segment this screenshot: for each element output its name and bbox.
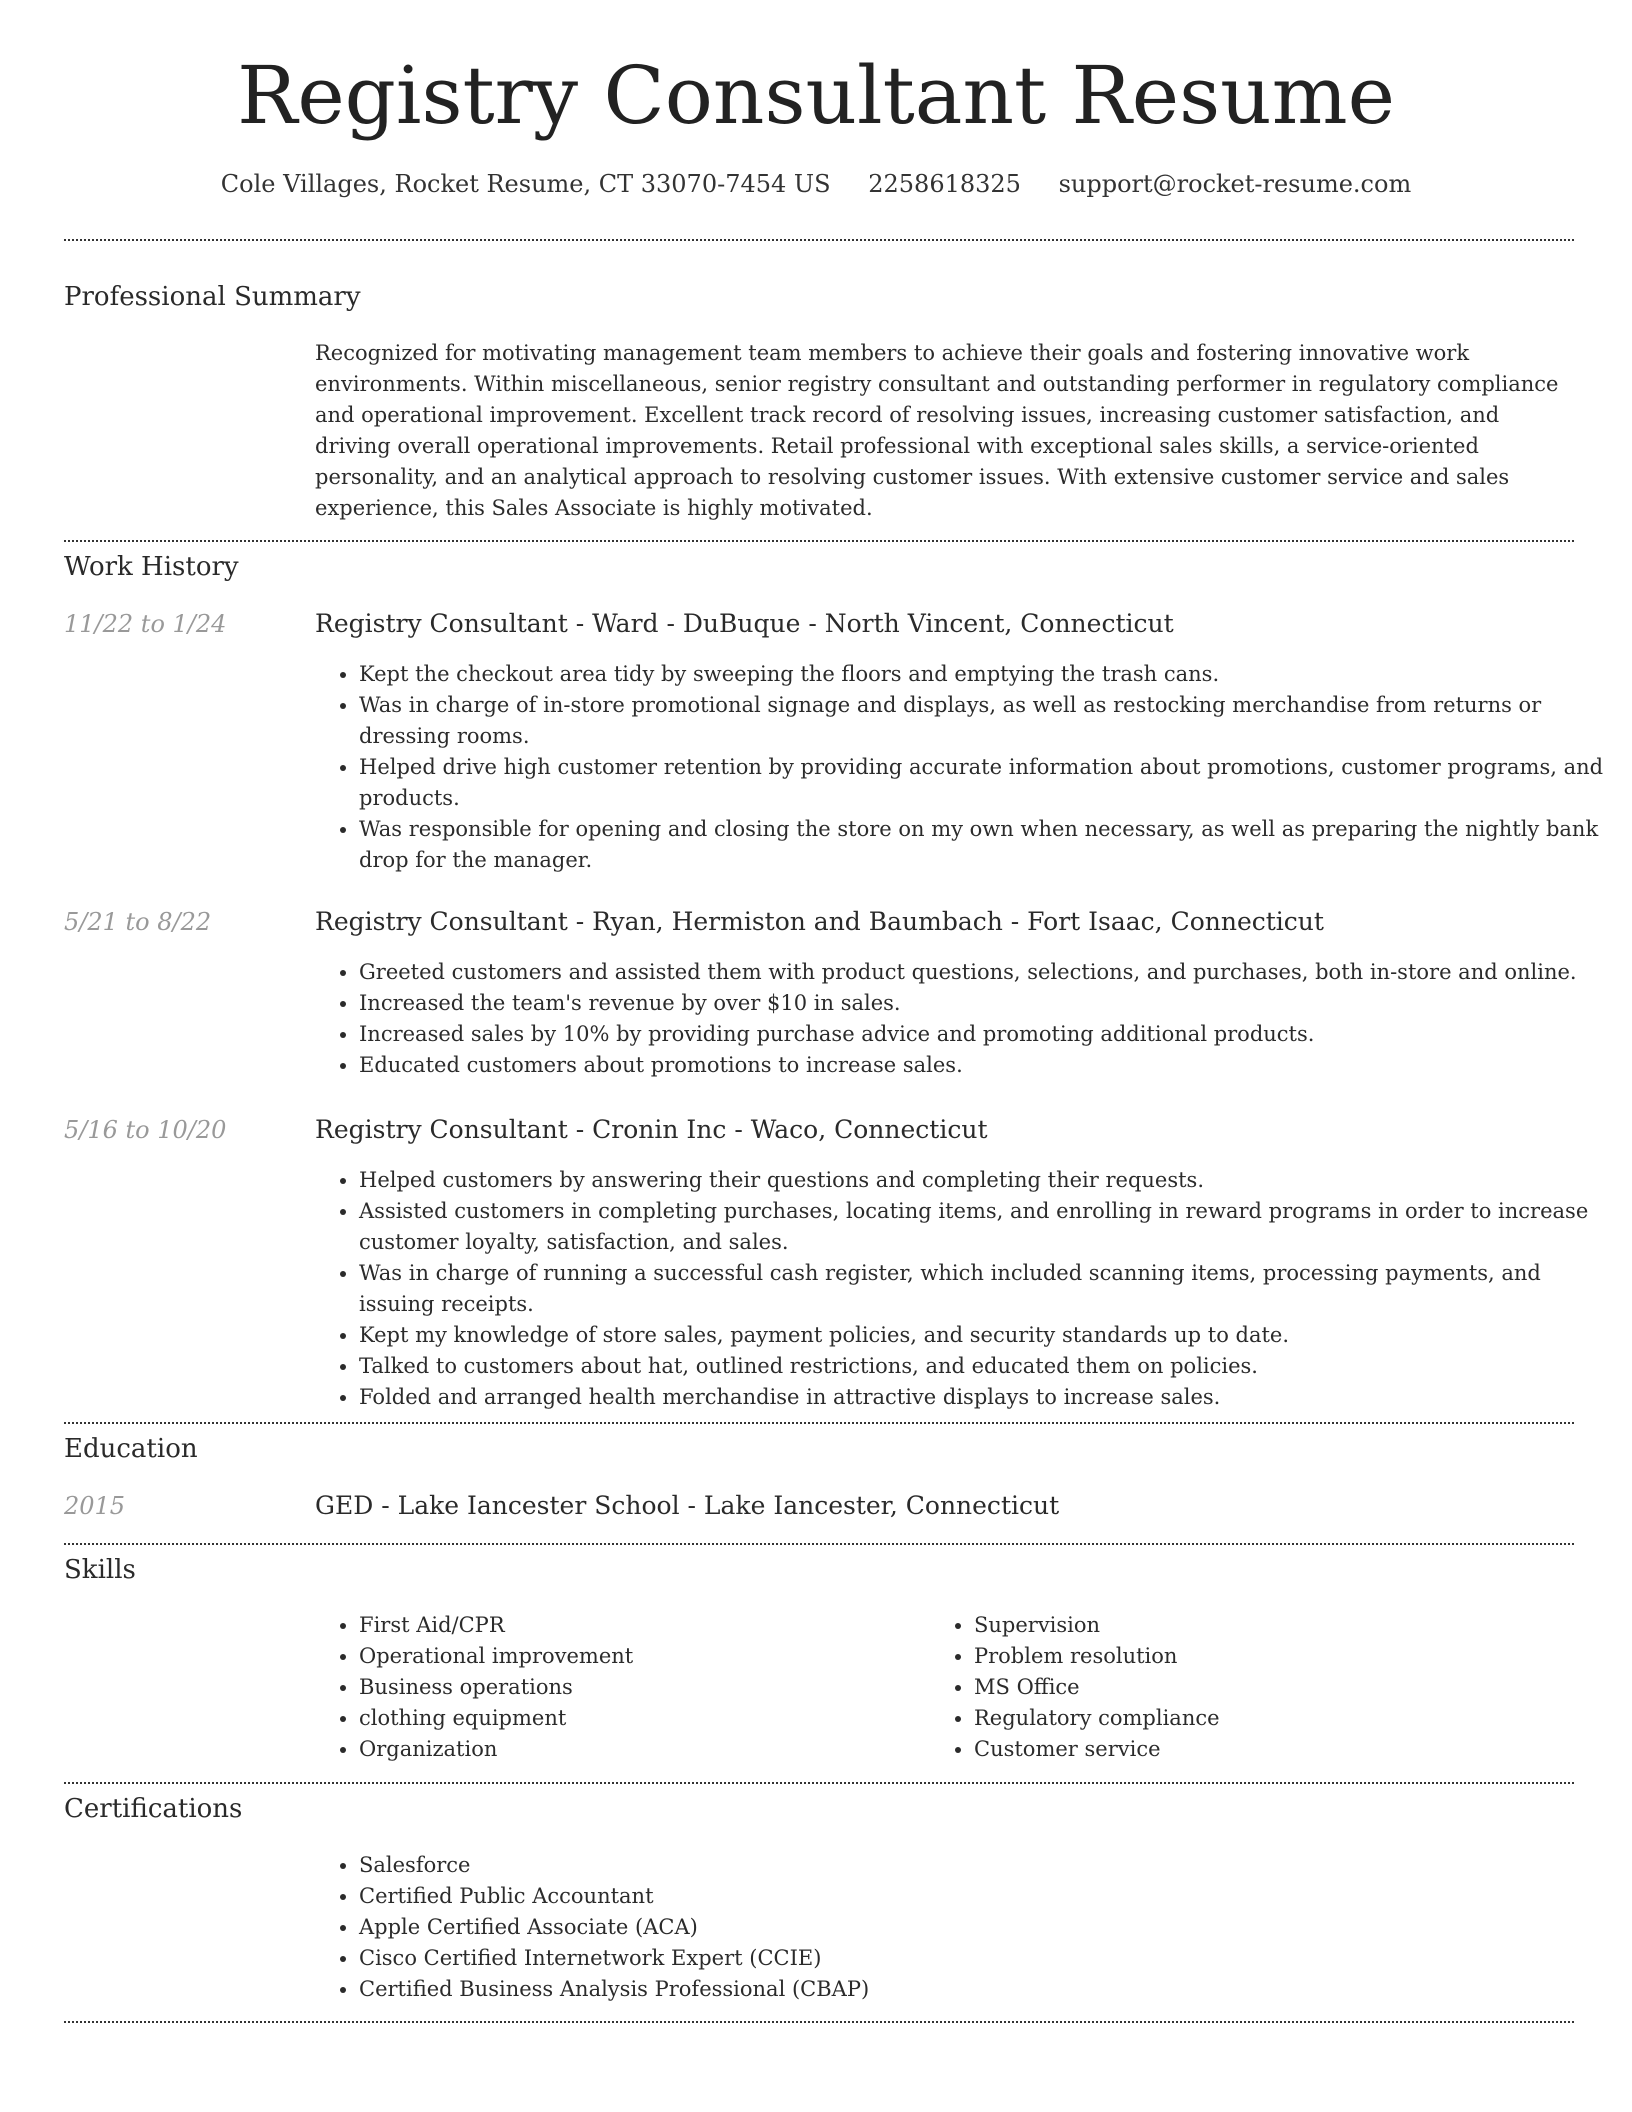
contact-line [0,170,1632,198]
job-date: 5/21 to 8/22 [64,908,212,936]
contact-phone: 2258618325 [868,170,1021,198]
job-bullet: • Kept my knowledge of store sales, payment policies, and security standards up to date. [359,1320,1609,1351]
job-bullet: • Was responsible for opening and closing the store on my own when necessary, as well as preparing the nightly bank drop for the manager. [359,814,1609,876]
divider [64,540,1574,542]
contact-email: support@rocket-resume.com [1058,170,1412,198]
job-bullet: • Folded and arranged health merchandise in attractive displays to increase sales. [359,1382,1609,1413]
certification-item: • Certified Public Accountant [359,1881,1609,1912]
certifications-heading: Certifications [64,1794,243,1824]
skill-item: • Regulatory compliance [974,1703,1534,1734]
job-bullet: • Helped drive high customer retention by providing accurate information about promotions, customer programs, and products. [359,752,1609,814]
education-heading: Education [64,1434,198,1464]
summary-heading: Professional Summary [64,282,361,312]
skills-heading: Skills [64,1555,136,1585]
skill-item: • Problem resolution [974,1641,1534,1672]
job-bullets [315,957,1609,1081]
skill-item: • Customer service [974,1734,1534,1765]
job-bullet: • Increased the team's revenue by over $10 in sales. [359,988,1609,1019]
job-title: Registry Consultant - Cronin Inc - Waco, Connecticut [315,1115,988,1144]
skill-item: • First Aid/CPR [359,1610,919,1641]
skill-item: • clothing equipment [359,1703,919,1734]
job-bullet: • Talked to customers about hat, outlined restrictions, and educated them on policies. [359,1351,1609,1382]
divider [64,1543,1574,1545]
skills-list-left [315,1610,919,1765]
resume-title: Registry Consultant Resume [237,49,1395,142]
job-bullet: • Helped customers by answering their questions and completing their requests. [359,1165,1609,1196]
job-title: Registry Consultant - Ward - DuBuque - North Vincent, Connecticut [315,609,1174,638]
work-history-heading: Work History [64,552,239,582]
job-bullet: • Kept the checkout area tidy by sweeping the floors and emptying the trash cans. [359,659,1609,690]
job-bullet: • Was in charge of running a successful cash register, which included scanning items, processing payments, and issuing receipts. [359,1258,1609,1320]
job-bullet: • Educated customers about promotions to increase sales. [359,1050,1609,1081]
job-title: Registry Consultant - Ryan, Hermiston and Baumbach - Fort Isaac, Connecticut [315,907,1324,936]
education-entry: GED - Lake Iancester School - Lake Iancester, Connecticut [315,1491,1060,1520]
divider [64,1782,1574,1784]
job-bullet: • Was in charge of in-store promotional signage and displays, as well as restocking merchandise from returns or dressing rooms. [359,690,1609,752]
job-bullet: • Increased sales by 10% by providing purchase advice and promoting additional products. [359,1019,1609,1050]
divider [64,1422,1574,1424]
job-bullet: • Greeted customers and assisted them with product questions, selections, and purchases, both in-store and online. [359,957,1609,988]
skill-item: • Organization [359,1734,919,1765]
skill-item: • Operational improvement [359,1641,919,1672]
job-bullet: • Assisted customers in completing purchases, locating items, and enrolling in reward programs in order to increase customer loyalty, satisfaction, and sales. [359,1196,1609,1258]
certification-item: • Salesforce [359,1850,1609,1881]
certification-item: • Apple Certified Associate (ACA) [359,1912,1609,1943]
summary-text: Recognized for motivating management team members to achieve their goals and fostering innovative work environments. Within miscellaneous, senior registry consultant and outstanding performer in regulatory compliance and operational improvement. Excellent track record of resolving issues, increasing customer satisfaction, and driving overall operational improvements. Retail professional with exceptional sales skills, a service-oriented personality, and an analytical approach to resolving customer issues. With extensive customer service and sales experience, this Sales Associate is highly motivated. [315,341,1559,520]
skill-item: • Business operations [359,1672,919,1703]
certifications-list [315,1850,1609,2005]
certification-item: • Certified Business Analysis Professional (CBAP) [359,1974,1609,2005]
job-date: 5/16 to 10/20 [64,1116,227,1144]
skill-item: • Supervision [974,1610,1534,1641]
education-date: 2015 [64,1492,126,1520]
certification-item: • Cisco Certified Internetwork Expert (CCIE) [359,1943,1609,1974]
divider [64,2021,1574,2023]
skills-list-right [930,1610,1534,1765]
job-date: 11/22 to 1/24 [64,610,227,638]
job-bullets [315,659,1609,876]
job-bullets [315,1165,1609,1413]
skill-item: • MS Office [974,1672,1534,1703]
divider [64,239,1574,241]
contact-address: Cole Villages, Rocket Resume, CT 33070-7454 US [220,170,831,198]
